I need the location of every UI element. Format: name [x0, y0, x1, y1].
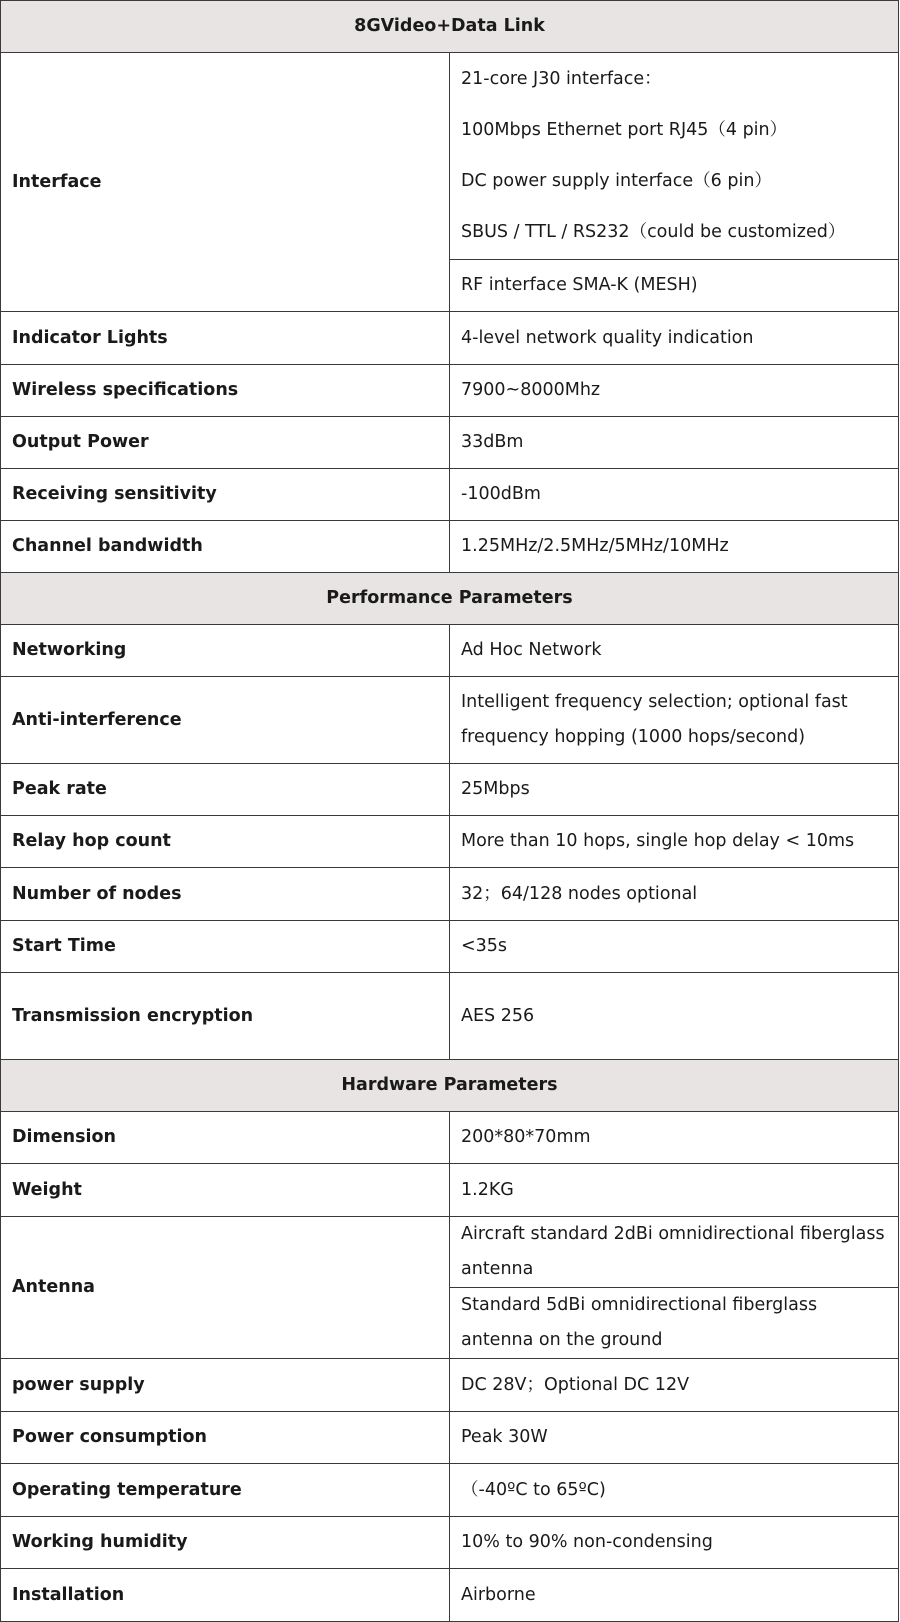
section-title-performance: Performance Parameters: [1, 573, 899, 625]
antenna-row: [1, 1217, 899, 1288]
interface-line: DC power supply interface（6 pin）: [461, 171, 772, 191]
table-row: [1, 973, 899, 1060]
row-value: 33dBm: [450, 417, 899, 469]
table-row: [1, 816, 899, 868]
table-row: [1, 1112, 899, 1164]
row-label: power supply: [1, 1359, 450, 1412]
row-value: Airborne: [450, 1569, 899, 1622]
row-label: Indicator Lights: [1, 312, 450, 365]
table-row: [1, 625, 899, 677]
row-value: 1.2KG: [450, 1164, 899, 1217]
row-label: Relay hop count: [1, 816, 450, 868]
row-value: （-40ºC to 65ºC): [450, 1464, 899, 1517]
table-row: [1, 868, 899, 921]
interface-rf-value: RF interface SMA-K (MESH): [450, 260, 899, 312]
row-value: DC 28V；Optional DC 12V: [450, 1359, 899, 1412]
row-value: <35s: [450, 921, 899, 973]
table-row: [1, 764, 899, 816]
row-label: Output Power: [1, 417, 450, 469]
row-label: Installation: [1, 1569, 450, 1622]
antenna-label: Antenna: [1, 1217, 450, 1359]
interface-line: 21-core J30 interface：: [461, 69, 662, 89]
table-title: 8GVideo+Data Link: [1, 1, 899, 53]
row-label: Operating temperature: [1, 1464, 450, 1517]
antenna-air-value: Aircraft standard 2dBi omnidirectional fiberglass antenna: [450, 1217, 899, 1288]
row-value: 4-level network quality indication: [450, 312, 899, 365]
row-value: 200*80*70mm: [450, 1112, 899, 1164]
row-label: Number of nodes: [1, 868, 450, 921]
row-label: Transmission encryption: [1, 973, 450, 1060]
interface-line: 100Mbps Ethernet port RJ45（4 pin）: [461, 120, 788, 140]
row-value: AES 256: [450, 973, 899, 1060]
table-row: [1, 1569, 899, 1622]
row-label: Start Time: [1, 921, 450, 973]
row-label: Receiving sensitivity: [1, 469, 450, 521]
row-label: Power consumption: [1, 1412, 450, 1464]
row-value: 7900~8000Mhz: [450, 365, 899, 417]
interface-label: Interface: [1, 53, 450, 312]
row-value: 1.25MHz/2.5MHz/5MHz/10MHz: [450, 521, 899, 573]
title-row: [1, 1, 899, 53]
table-row: [1, 469, 899, 521]
row-value: More than 10 hops, single hop delay < 10ms: [450, 816, 899, 868]
table-row: [1, 417, 899, 469]
row-label: Anti-interference: [1, 677, 450, 764]
row-label: Dimension: [1, 1112, 450, 1164]
table-row: [1, 312, 899, 365]
interface-line: SBUS / TTL / RS232（could be customized）: [461, 222, 846, 242]
row-label: Channel bandwidth: [1, 521, 450, 573]
table-row: [1, 677, 899, 764]
row-label: Networking: [1, 625, 450, 677]
table-row: [1, 365, 899, 417]
row-label: Weight: [1, 1164, 450, 1217]
row-value: Ad Hoc Network: [450, 625, 899, 677]
row-label: Working humidity: [1, 1517, 450, 1569]
table-row: [1, 1412, 899, 1464]
row-label: Wireless specifications: [1, 365, 450, 417]
interface-value: [450, 53, 899, 260]
performance-header-row: [1, 573, 899, 625]
interface-row: [1, 53, 899, 260]
row-value: 32；64/128 nodes optional: [450, 868, 899, 921]
antenna-ground-value: Standard 5dBi omnidirectional fiberglass antenna on the ground: [450, 1288, 899, 1359]
table-row: [1, 1359, 899, 1412]
table-row: [1, 921, 899, 973]
row-value: -100dBm: [450, 469, 899, 521]
table-row: [1, 521, 899, 573]
row-value: Peak 30W: [450, 1412, 899, 1464]
table-row: [1, 1164, 899, 1217]
row-value: 25Mbps: [450, 764, 899, 816]
row-label: Peak rate: [1, 764, 450, 816]
table-row: [1, 1464, 899, 1517]
section-title-hardware: Hardware Parameters: [1, 1060, 899, 1112]
row-value: Intelligent frequency selection; optional fast frequency hopping (1000 hops/second): [450, 677, 899, 764]
row-value: 10% to 90% non-condensing: [450, 1517, 899, 1569]
table-row: [1, 1517, 899, 1569]
hardware-header-row: [1, 1060, 899, 1112]
